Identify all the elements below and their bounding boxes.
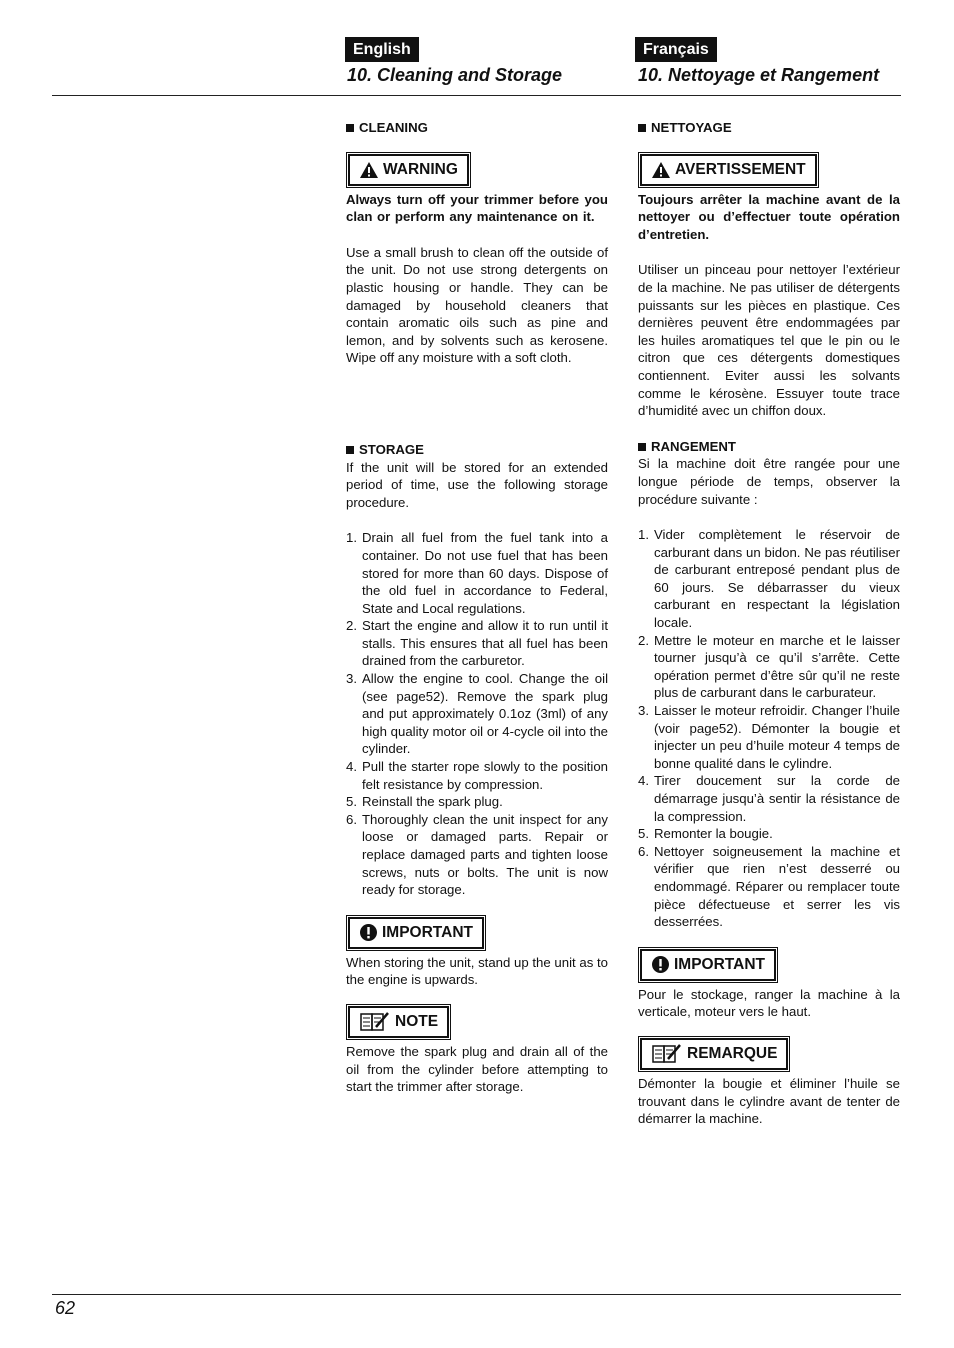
storage-steps [346,529,608,898]
notebook-pencil-icon [652,1044,682,1064]
list-item: 2. Start the engine and allow it to run until it stalls. This ensures that all fuel has been drained from the carburetor. [346,618,608,669]
cleaning-text: Use a small brush to clean off the outside of the unit. Do not use strong detergents on plastic housing or handle. They can be damaged by household cleaners that contain aromatic oils such as pine and lemon, and by solvents such as kerosene. Wipe off any moisture with a soft cloth. [346,244,608,366]
cleaning-text: Utiliser un pinceau pour nettoyer l’extérieur de la machine. Ne pas utiliser de détergents puissants sur les pièces en plastique. Ces dernières peuvent être endommagées par les huiles aromatiques tel que le pin ou le citron que ces détergents domestiques contiennent. Eviter aussi les solvants comme le kérosène. Essuyer toute trace d’humidité avec un chiffon doux. [638,262,900,419]
french-column [638,119,900,1128]
lang-badge-english: English [345,37,419,62]
section-title-french: 10. Nettoyage et Rangement [638,65,880,85]
warning-triangle-icon [360,162,378,178]
cleaning-heading: NETTOYAGE [638,119,900,137]
storage-heading: RANGEMENT [638,438,900,456]
list-item: 2. Mettre le moteur en marche et le laisser tourner jusqu’à ce qu’il s’arrête. Cette opération permet d’être sûr qu’il ne reste plus de carburant dans le carburateur. [638,632,900,701]
cleaning-heading: CLEANING [346,119,608,137]
important-label-box: IMPORTANT [640,949,776,981]
lang-badge-french: Français [635,37,717,62]
list-item: 4. Pull the starter rope slowly to the position felt resistance by compression. [346,759,608,792]
storage-steps [638,526,900,931]
square-bullet-icon [638,443,646,451]
list-item: 1. Drain all fuel from the fuel tank into a container. Do not use fuel that has been stored for more than 60 days. Dispose of the old fuel in accordance to Federal, State and Local regulations. [346,530,608,616]
square-bullet-icon [638,124,646,132]
notebook-pencil-icon [360,1012,390,1032]
list-item: 5. Remonter la bougie. [638,826,773,842]
storage-intro: If the unit will be stored for an extended period of time, use the following storage procedure. [346,459,608,510]
note-text: Démonter la bougie et éliminer l’huile se trouvant dans le cylindre avant de tenter de démarrer la machine. [638,1075,900,1127]
section-title-english: 10. Cleaning and Storage [347,65,563,85]
warning-label-box: WARNING [348,154,469,186]
list-item: 4. Tirer doucement sur la corde de démarrage jusqu’à sentir la résistance de la compression. [638,773,900,824]
warning-triangle-icon [652,162,670,178]
warning-label-box: AVERTISSEMENT [640,154,817,186]
list-item: 5. Reinstall the spark plug. [346,794,503,810]
list-item: 1. Vider complètement le réservoir de carburant dans un bidon. Ne pas réutiliser de carburant entreposé pendant plus de 60 jours. Se débarrasser du vieux carburant en respectant la législation locale. [638,527,900,631]
important-text: Pour le stockage, ranger la machine à la verticale, moteur vers le haut. [638,986,900,1020]
exclamation-circle-icon [652,956,669,973]
warning-text: Toujours arrêter la machine avant de la nettoyer ou d’effectuer toute opération d’entretien. [638,191,900,242]
note-label-box: REMARQUE [640,1038,788,1070]
exclamation-circle-icon [360,924,377,941]
square-bullet-icon [346,446,354,454]
square-bullet-icon [346,124,354,132]
note-text: Remove the spark plug and drain all of the oil from the cylinder before attempting to start the trimmer after storage. [346,1043,608,1095]
english-column [346,119,608,1096]
list-item: 6. Thoroughly clean the unit inspect for any loose or damaged parts. Repair or replace damaged parts and tighten loose screws, nuts or bolts. The unit is now ready for storage. [346,811,608,898]
footer-rule [52,1294,901,1295]
page-number: 62 [55,1298,76,1318]
list-item: 3. Allow the engine to cool. Change the oil (see page52). Remove the spark plug and put approximately 0.1oz (3ml) of any high quality motor oil or 4-cycle oil into the cylinder. [346,671,608,757]
note-label-box: NOTE [348,1006,449,1038]
list-item: 6. Nettoyer soigneusement la machine et vérifier que rien n’est desserré ou endommagé. Réparer ou remplacer toute pièce défectueuse et serrer les vis desserrées. [638,843,900,930]
header-rule [52,95,901,96]
important-label-box: IMPORTANT [348,917,484,949]
storage-heading: STORAGE [346,441,608,459]
important-text: When storing the unit, stand up the unit as to the engine is upwards. [346,954,608,988]
storage-intro: Si la machine doit être rangée pour une longue période de temps, observer la procédure suivante : [638,456,900,507]
list-item: 3. Laisser le moteur refroidir. Changer l’huile (voir page52). Démonter la bougie et injecter un peu d’huile moteur 4 temps de bonne qualité dans le cylindre. [638,703,900,771]
warning-text: Always turn off your trimmer before you clan or perform any maintenance on it. [346,191,608,225]
